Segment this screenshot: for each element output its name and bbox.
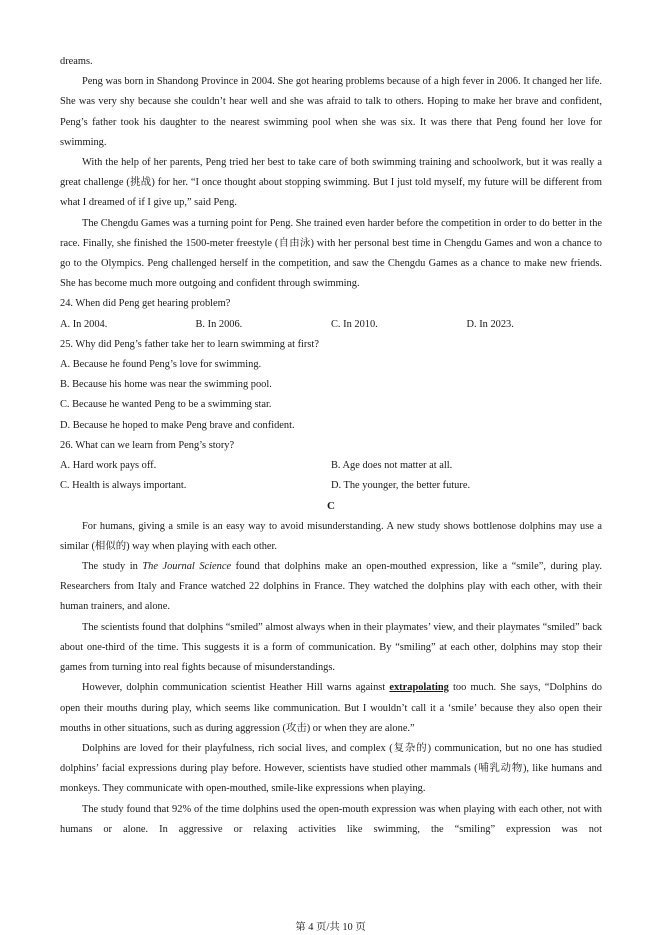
text-run: However, dolphin communication scientist Heather Hill warns against (82, 682, 390, 694)
option-a: A. Hard work pays off. (60, 460, 157, 472)
paragraph-c-6: The study found that 92% of the time dolphins used the open-mouth expression was when playing with each other, not with humans or alone. In aggressive or relaxing activities like swimming, the “smiling” expression was not (60, 803, 602, 835)
question-26-options-row2 (60, 476, 602, 496)
question-26: 26. What can we learn from Peng’s story? (60, 439, 235, 451)
paragraph-b-0: dreams. (60, 56, 93, 67)
exam-page (60, 52, 602, 840)
text-run: The study in (82, 561, 143, 573)
paragraph-c-3: The scientists found that dolphins “smiled” almost always when in their playmates’ view, and their playmates “smiled” back about one-third of the time. This suggests it is a form of communication. By “smiling” at each other, dolphins may stop their games from turning into real fights because of misunderstandings. (60, 621, 602, 674)
option-a: A. In 2004. (60, 318, 108, 330)
option-c: C. Health is always important. (60, 480, 187, 492)
paragraph-c-5: Dolphins are loved for their playfulness, rich social lives, and complex (复杂的) communication, but no one has studied dolphins’ facial expressions during play before. However, scientists have studied other mammals (哺乳动物), like humans and monkeys. They communicate with open-mouthed, smile-like expressions when playing. (60, 742, 602, 795)
paragraph-b-1: Peng was born in Shandong Province in 2004. She got hearing problems because of a high fever in 2006. It changed her life. She was very shy because she couldn’t hear well and she was afraid to talk to others. Hoping to make her brave and confident, Peng’s father took his daughter to the nearest swimming pool when she was six. It was there that Peng found her love for swimming. (60, 76, 602, 148)
option-c: C. In 2010. (331, 318, 378, 330)
question-24-options (60, 315, 602, 335)
question-24: 24. When did Peng get hearing problem? (60, 298, 231, 310)
question-25: 25. Why did Peng’s father take her to learn swimming at first? (60, 338, 319, 350)
option-b: B. Age does not matter at all. (331, 460, 453, 472)
keyword-extrapolating: extrapolating (389, 682, 449, 694)
paragraph-c-4 (60, 678, 602, 739)
option-d: D. The younger, the better future. (331, 480, 471, 492)
journal-title: The Journal Science (142, 561, 232, 573)
option-b: B. Because his home was near the swimming pool. (60, 379, 272, 391)
section-heading-c: C (327, 500, 335, 513)
option-a: A. Because he found Peng’s love for swimming. (60, 359, 262, 371)
question-26-options-row1 (60, 456, 602, 476)
option-b: B. In 2006. (195, 318, 243, 330)
option-d: D. In 2023. (466, 318, 514, 330)
paragraph-c-1: For humans, giving a smile is an easy way to avoid misunderstanding. A new study shows bottlenose dolphins may use a similar (相似的) way when playing with each other. (60, 520, 602, 552)
text-run: found that dolphins make an open-mouthed expression, like a “smile”, during play. Researchers from Italy and France watched 22 dolphins in France. They watched the dolphins play with each other, with their human trainers, and alone. (60, 561, 602, 613)
page-number: 第 4 页/共 10 页 (295, 922, 366, 933)
option-c: C. Because he wanted Peng to be a swimming star. (60, 399, 272, 411)
text-run: too much. She says, “Dolphins do open their mouths during play, which seems like communication. But I wouldn’t call it a ‘smile’ because they also open their mouths in other situations, such as during aggression (攻击) or when they are alone.” (60, 682, 602, 734)
paragraph-b-3: The Chengdu Games was a turning point for Peng. She trained even harder before the competition in order to do better in the race. Finally, she finished the 1500-meter freestyle (自由泳) with her personal best time in Chengdu Games and won a chance to go to the Olympics. Peng challenged herself in the competition, and saw the Chengdu Games as a chance to make new friends. She has become much more outgoing and confident through swimming. (60, 217, 602, 290)
paragraph-c-2 (60, 557, 602, 618)
paragraph-b-2: With the help of her parents, Peng tried her best to take care of both swimming training and schoolwork, but it was really a great challenge (挑战) for her. “I once thought about stopping swimming. But I just told myself, my future will be different from what I dreamed of if I give up,” said Peng. (60, 157, 602, 209)
option-d: D. Because he hoped to make Peng brave and confident. (60, 419, 295, 431)
